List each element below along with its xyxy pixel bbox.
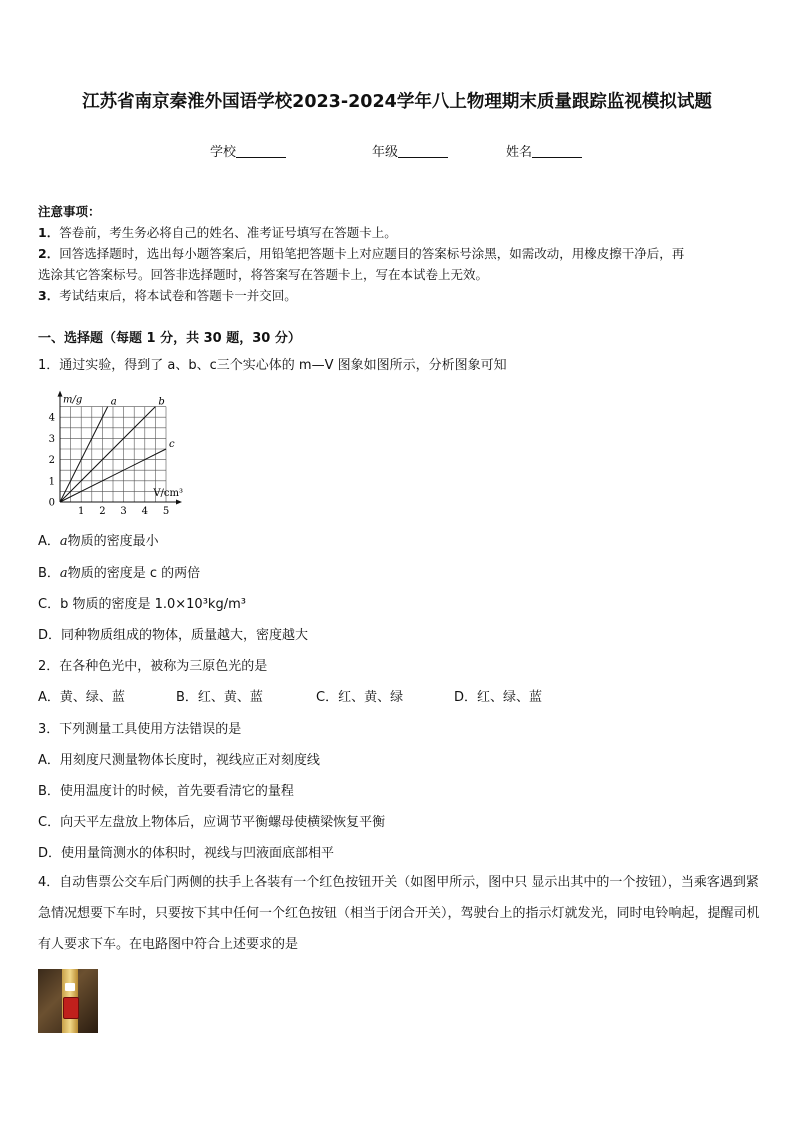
- chart-grid: [60, 407, 166, 502]
- section-heading: 一、选择题（每题 1 分，共 30 题，30 分）: [38, 331, 301, 346]
- q1-option-a: A．a物质的密度最小: [38, 534, 159, 549]
- q3-option-a: A．用刻度尺测量物体长度时，视线应正对刻度线: [38, 753, 320, 768]
- q2-stem: 2．在各种色光中，被称为三原色光的是: [38, 659, 268, 674]
- name-blank[interactable]: [532, 144, 582, 158]
- q3-stem: 3．下列测量工具使用方法错误的是: [38, 722, 242, 737]
- q3-option-d: D．使用量筒测水的体积时，视线与凹液面底部相平: [38, 846, 335, 861]
- y-tick-label: 2: [48, 455, 55, 467]
- y-tick-label: 3: [48, 433, 55, 445]
- y-axis-arrow: [58, 391, 63, 397]
- notice-item-2: 2．回答选择题时，选出每小题答案后，用铅笔把答题卡上对应题目的答案标号涂黑，如需改动，用橡皮擦干净后，再: [38, 246, 685, 261]
- q1-option-d: D．同种物质组成的物体，质量越大，密度越大: [38, 628, 309, 643]
- school-field: [210, 141, 286, 160]
- x-tick-label: 3: [120, 506, 127, 517]
- q2-option-b: B．红、黄、蓝: [176, 690, 263, 705]
- series-line-a: [60, 407, 108, 502]
- q1-stem: 1．通过实验，得到了 a、b、c三个实心体的 m—V 图象如图所示，分析图象可知: [38, 358, 507, 373]
- q2-option-c: C．红、黄、绿: [316, 690, 404, 705]
- q1-option-b: B．a物质的密度是 c 的两倍: [38, 566, 201, 581]
- q2-option-d: D．红、绿、蓝: [454, 690, 543, 705]
- q1-option-c: C．b 物质的密度是 1.0×10³kg/m³: [38, 597, 246, 612]
- school-label: 学校: [210, 145, 237, 160]
- chart-labels: [49, 395, 183, 517]
- red-button: [63, 997, 79, 1019]
- page-title: 江苏省南京秦淮外国语学校2023-2024学年八上物理期末质量跟踪监视模拟试题: [82, 92, 712, 112]
- x-tick-label: 2: [99, 506, 106, 517]
- x-tick-label: 4: [141, 506, 148, 517]
- notice-item-3: 3．考试结束后，将本试卷和答题卡一并交回。: [38, 288, 297, 303]
- button-label-plate: [65, 983, 75, 991]
- series-label-a: a: [110, 396, 117, 408]
- x-tick-label: 1: [78, 506, 85, 517]
- series-line-b: [60, 407, 155, 502]
- x-tick-label: 5: [162, 506, 170, 517]
- notice-item-2-cont: 选涂其它答案标号。回答非选择题时，将答案写在答题卡上，写在本试卷上无效。: [38, 267, 489, 282]
- series-label-b: b: [158, 396, 165, 408]
- bus-button-photo: [38, 969, 98, 1033]
- notice-block: [38, 201, 758, 306]
- grade-blank[interactable]: [398, 144, 448, 158]
- q2-options: [38, 686, 542, 705]
- y-tick-label: 1: [48, 476, 55, 488]
- q2-option-a: A．黄、绿、蓝: [38, 690, 125, 705]
- grade-label: 年级: [372, 145, 399, 160]
- grade-field: [372, 141, 448, 160]
- y-axis-label: m/g: [63, 394, 83, 406]
- series-label-c: c: [169, 439, 175, 450]
- name-field: [506, 141, 582, 160]
- x-axis-label: V/cm³: [153, 488, 183, 499]
- school-blank[interactable]: [236, 144, 286, 158]
- notice-item-1: 1．答卷前，考生务必将自己的姓名、准考证号填写在答题卡上。: [38, 225, 397, 240]
- y-tick-label: 0: [48, 497, 55, 509]
- mv-chart: [38, 380, 208, 520]
- q3-option-b: B．使用温度计的时候，首先要看清它的量程: [38, 784, 294, 799]
- y-tick-label: 4: [48, 412, 55, 424]
- x-axis-arrow: [176, 500, 182, 505]
- notice-heading: 注意事项：: [38, 204, 101, 219]
- name-label: 姓名: [506, 145, 533, 160]
- q3-option-c: C．向天平左盘放上物体后，应调节平衡螺母使横梁恢复平衡: [38, 815, 386, 830]
- q4-text: 4．自动售票公交车后门两侧的扶手上各装有一个红色按钮开关（如图甲所示，图中只 显示出其中的一个按钮），当乘客遇到紧急情况想要下车时，只要按下其中任何一个红色按钮（相当于闭合开关），驾驶台上的指示灯就发光，同时电铃响起，提醒司机有人要求下车。在电路图中符合上述要求的是: [38, 875, 760, 952]
